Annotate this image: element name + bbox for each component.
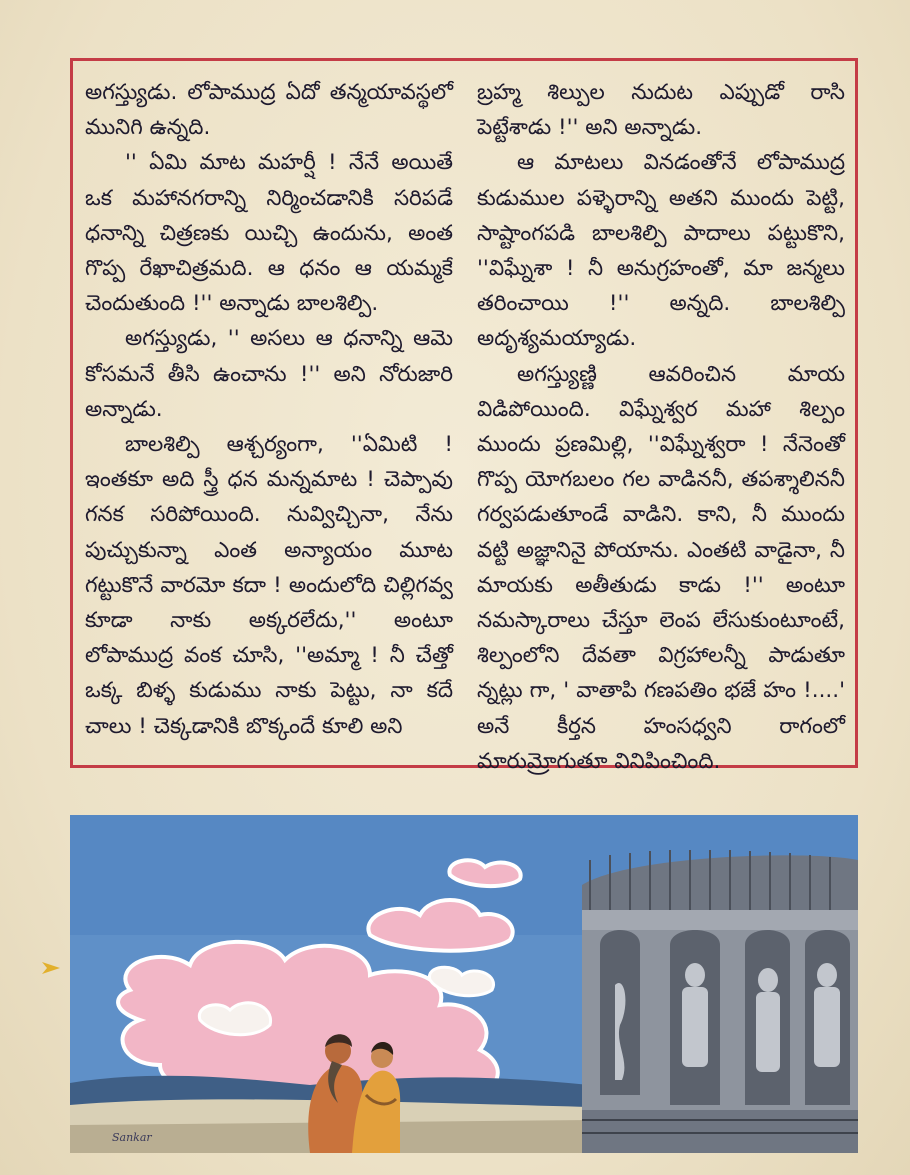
margin-arrow-icon	[40, 960, 62, 976]
temple-tower	[582, 850, 858, 1153]
paragraph: '' ఏమి మాట మహర్షీ ! నేనే అయితే ఒక మహానగరాన్ని నిర్మించడానికి సరిపడే ధనాన్ని చిత్రణకు యిచ్చి ఉందును, అంత గొప్ప రేఖాచిత్రమది. ఆ ధనం ఆ యమ్మకే చెందుతుంది !'' అన్నాడు బాలశిల్పి.	[85, 150, 453, 317]
paragraph: అగస్త్యుడు, '' అసలు ఆ ధనాన్ని ఆమె కోసమనే తీసి ఉంచాను !'' అని నోరుజారి అన్నాడు.	[85, 326, 453, 422]
story-text-frame	[70, 58, 858, 774]
paragraph: అగస్త్యుణ్ణి ఆవరించిన మాయ విడిపోయింది. విఘ్నేశ్వర మహా శిల్పం ముందు ప్రణమిల్లి, ''విఘ్నేశ్వరా ! నేనెంతో గొప్ప యోగబలం గల వాడిననీ, తపశ్శాలిననీ గర్వపడుతూండే వాడిని. కాని, నీ ముందు వట్టి అజ్ఞానినై పోయాను. ఎంతటి వాడైనా, నీ మాయకు అతీతుడు కాడు !'' అంటూ నమస్కారాలు చేస్తూ లెంప లేసుకుంటూంటే, శిల్పంలోని దేవతా విగ్రహాలన్నీ పాడుతూ న్నట్లు గా, ' వాతాపి గణపతిం భజే హం !....' అనే కీర్తన హంసధ్వని రాగంలో మారుమ్రోగుతూ వినిపించింది.	[477, 361, 845, 774]
text-column-left	[85, 75, 465, 755]
temple-scene-illustration	[70, 815, 858, 1153]
text-column-right	[465, 75, 845, 774]
paragraph: అగస్త్యుడు. లోపాముద్ర ఏదో తన్మయావస్థలో మునిగి ఉన్నది.	[85, 80, 453, 141]
artist-signature: Sankar	[112, 1131, 152, 1144]
paragraph: బాలశిల్పి ఆశ్చర్యంగా, ''ఏమిటి ! ఇంతకూ అది స్త్రీ ధన మన్నమాట ! చెప్పావు గనక సరిపోయింది. నువ్విచ్చినా, నేను పుచ్చుకున్నా ఎంత అన్యాయం మూట గట్టుకొనే వారమో కదా ! అందులోది చిల్లిగవ్వ కూడా నాకు అక్కరలేదు,'' అంటూ లోపాముద్ర వంక చూసి, ''అమ్మా ! నీ చేత్తో ఒక్క బిళ్ళ కుడుము నాకు పెట్టు, నా కదే చాలు ! చెక్కడానికి బొక్కందే కూలి అని	[85, 432, 453, 739]
paragraph: బ్రహ్మ శిల్పుల నుదుట ఎప్పుడో రాసి పెట్టేశాడు !'' అని అన్నాడు.	[477, 80, 845, 141]
paragraph: ఆ మాటలు వినడంతోనే లోపాముద్ర కుడుముల పళ్ళెరాన్ని అతని ముందు పెట్టి, సాష్టాంగపడి బాలశిల్పి పాదాలు పట్టుకొని, ''విఘ్నేశా ! నీ అనుగ్రహంతో, మా జన్మలు తరించాయి !'' అన్నది. బాలశిల్పి అదృశ్యమయ్యాడు.	[477, 150, 845, 352]
story-illustration	[70, 815, 858, 1153]
